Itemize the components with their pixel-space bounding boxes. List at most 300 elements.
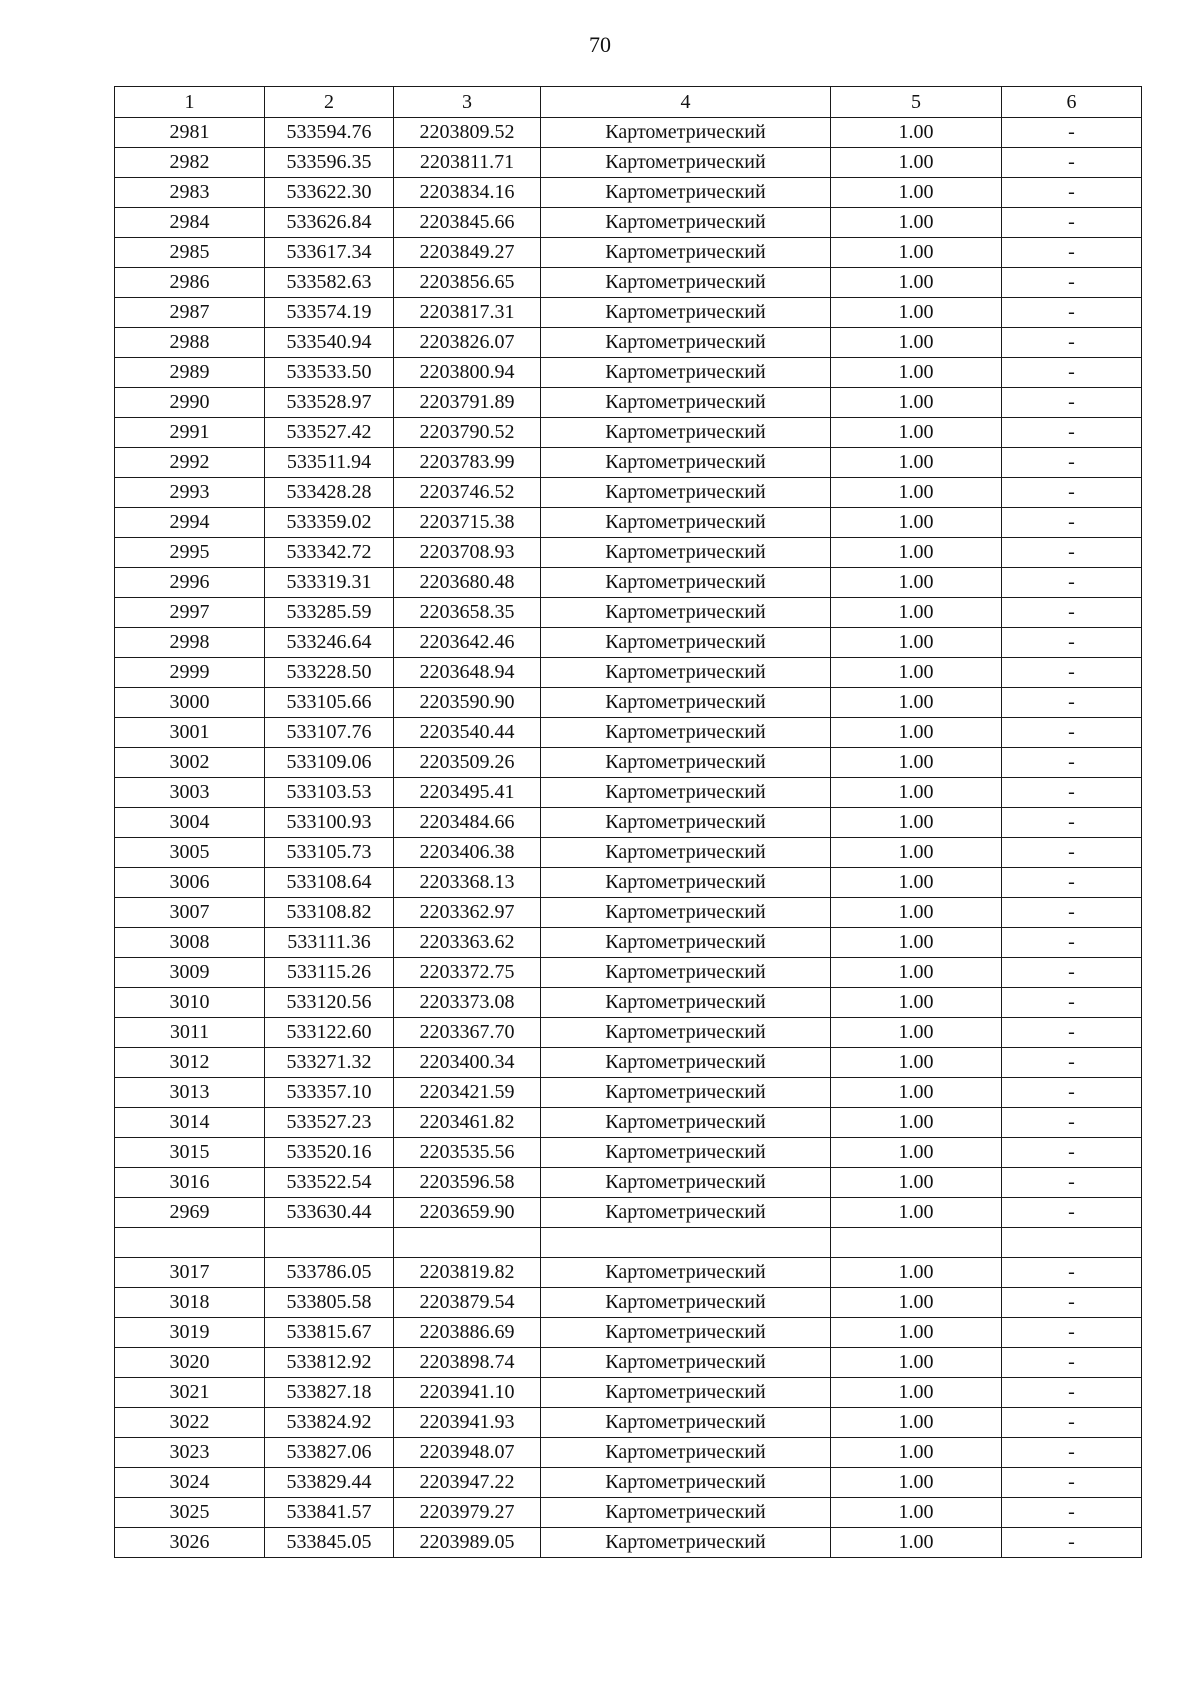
method-cell: Картометрический [541, 748, 831, 778]
table-row [115, 508, 1142, 538]
y-coordinate-cell: 2203461.82 [394, 1108, 541, 1138]
table-row [115, 148, 1142, 178]
table-row [115, 538, 1142, 568]
table-row [115, 598, 1142, 628]
accuracy-cell: 1.00 [831, 118, 1002, 148]
x-coordinate-cell: 533246.64 [265, 628, 394, 658]
y-coordinate-cell: 2203535.56 [394, 1138, 541, 1168]
note-cell: - [1002, 418, 1142, 448]
point-number-cell: 2981 [115, 118, 265, 148]
table-row [115, 1528, 1142, 1558]
y-coordinate-cell: 2203596.58 [394, 1168, 541, 1198]
method-cell: Картометрический [541, 1138, 831, 1168]
y-coordinate-cell: 2203849.27 [394, 238, 541, 268]
point-number-cell: 3019 [115, 1318, 265, 1348]
table-row [115, 568, 1142, 598]
column-header-5: 5 [831, 87, 1002, 118]
accuracy-cell: 1.00 [831, 958, 1002, 988]
note-cell: - [1002, 748, 1142, 778]
method-cell: Картометрический [541, 1168, 831, 1198]
note-cell: - [1002, 118, 1142, 148]
method-cell: Картометрический [541, 298, 831, 328]
accuracy-cell: 1.00 [831, 1168, 1002, 1198]
table-row [115, 1408, 1142, 1438]
x-coordinate-cell: 533428.28 [265, 478, 394, 508]
method-cell: Картометрический [541, 1198, 831, 1228]
column-header-1: 1 [115, 87, 265, 118]
x-coordinate-cell: 533105.73 [265, 838, 394, 868]
note-cell: - [1002, 1498, 1142, 1528]
x-coordinate-cell: 533107.76 [265, 718, 394, 748]
y-coordinate-cell: 2203809.52 [394, 118, 541, 148]
accuracy-cell: 1.00 [831, 568, 1002, 598]
table-row [115, 418, 1142, 448]
method-cell: Картометрический [541, 1108, 831, 1138]
x-coordinate-cell: 533622.30 [265, 178, 394, 208]
method-cell: Картометрический [541, 868, 831, 898]
accuracy-cell: 1.00 [831, 358, 1002, 388]
method-cell: Картометрический [541, 1318, 831, 1348]
column-header-4: 4 [541, 87, 831, 118]
table-row [115, 628, 1142, 658]
point-number-cell: 3013 [115, 1078, 265, 1108]
table-row [115, 1168, 1142, 1198]
y-coordinate-cell: 2203400.34 [394, 1048, 541, 1078]
method-cell: Картометрический [541, 568, 831, 598]
y-coordinate-cell: 2203406.38 [394, 838, 541, 868]
y-coordinate-cell: 2203979.27 [394, 1498, 541, 1528]
method-cell: Картометрический [541, 358, 831, 388]
note-cell: - [1002, 448, 1142, 478]
column-header-2: 2 [265, 87, 394, 118]
note-cell: - [1002, 1378, 1142, 1408]
method-cell: Картометрический [541, 478, 831, 508]
y-coordinate-cell: 2203372.75 [394, 958, 541, 988]
note-cell: - [1002, 1168, 1142, 1198]
point-number-cell: 2997 [115, 598, 265, 628]
point-number-cell: 3007 [115, 898, 265, 928]
note-cell: - [1002, 508, 1142, 538]
point-number-cell: 3011 [115, 1018, 265, 1048]
note-cell: - [1002, 1138, 1142, 1168]
point-number-cell: 3005 [115, 838, 265, 868]
note-cell: - [1002, 538, 1142, 568]
page-number: 70 [589, 32, 611, 57]
x-coordinate-cell: 533824.92 [265, 1408, 394, 1438]
accuracy-cell [831, 1228, 1002, 1258]
accuracy-cell: 1.00 [831, 1048, 1002, 1078]
note-cell: - [1002, 1258, 1142, 1288]
point-number-cell: 3021 [115, 1378, 265, 1408]
y-coordinate-cell: 2203540.44 [394, 718, 541, 748]
y-coordinate-cell: 2203659.90 [394, 1198, 541, 1228]
x-coordinate-cell: 533228.50 [265, 658, 394, 688]
x-coordinate-cell: 533108.82 [265, 898, 394, 928]
x-coordinate-cell: 533100.93 [265, 808, 394, 838]
method-cell: Картометрический [541, 1078, 831, 1108]
table-row [115, 1348, 1142, 1378]
y-coordinate-cell: 2203819.82 [394, 1258, 541, 1288]
point-number-cell: 2994 [115, 508, 265, 538]
accuracy-cell: 1.00 [831, 868, 1002, 898]
accuracy-cell: 1.00 [831, 148, 1002, 178]
table-row [115, 1198, 1142, 1228]
note-cell: - [1002, 898, 1142, 928]
accuracy-cell: 1.00 [831, 328, 1002, 358]
point-number-cell: 2969 [115, 1198, 265, 1228]
x-coordinate-cell: 533827.06 [265, 1438, 394, 1468]
x-coordinate-cell: 533815.67 [265, 1318, 394, 1348]
point-number-cell: 2987 [115, 298, 265, 328]
y-coordinate-cell: 2203362.97 [394, 898, 541, 928]
accuracy-cell: 1.00 [831, 478, 1002, 508]
table-row [115, 868, 1142, 898]
method-cell: Картометрический [541, 148, 831, 178]
table-row [115, 1018, 1142, 1048]
x-coordinate-cell: 533359.02 [265, 508, 394, 538]
note-cell: - [1002, 778, 1142, 808]
accuracy-cell: 1.00 [831, 1408, 1002, 1438]
point-number-cell: 3022 [115, 1408, 265, 1438]
y-coordinate-cell: 2203590.90 [394, 688, 541, 718]
x-coordinate-cell: 533574.19 [265, 298, 394, 328]
accuracy-cell: 1.00 [831, 598, 1002, 628]
accuracy-cell: 1.00 [831, 538, 1002, 568]
y-coordinate-cell: 2203886.69 [394, 1318, 541, 1348]
method-cell: Картометрический [541, 1258, 831, 1288]
table-row [115, 1138, 1142, 1168]
x-coordinate-cell: 533786.05 [265, 1258, 394, 1288]
table-row [115, 1378, 1142, 1408]
table-row [115, 1288, 1142, 1318]
point-number-cell: 2982 [115, 148, 265, 178]
point-number-cell: 2992 [115, 448, 265, 478]
method-cell: Картометрический [541, 1018, 831, 1048]
note-cell: - [1002, 838, 1142, 868]
note-cell: - [1002, 208, 1142, 238]
method-cell: Картометрический [541, 238, 831, 268]
note-cell: - [1002, 1018, 1142, 1048]
accuracy-cell: 1.00 [831, 1138, 1002, 1168]
accuracy-cell: 1.00 [831, 928, 1002, 958]
point-number-cell: 2993 [115, 478, 265, 508]
method-cell: Картометрический [541, 1468, 831, 1498]
method-cell: Картометрический [541, 1348, 831, 1378]
y-coordinate-cell: 2203363.62 [394, 928, 541, 958]
header-row [115, 87, 1142, 118]
x-coordinate-cell: 533841.57 [265, 1498, 394, 1528]
accuracy-cell: 1.00 [831, 1288, 1002, 1318]
table-row [115, 898, 1142, 928]
point-number-cell: 2986 [115, 268, 265, 298]
y-coordinate-cell: 2203658.35 [394, 598, 541, 628]
method-cell: Картометрический [541, 448, 831, 478]
x-coordinate-cell: 533522.54 [265, 1168, 394, 1198]
table-row [115, 688, 1142, 718]
x-coordinate-cell: 533105.66 [265, 688, 394, 718]
x-coordinate-cell: 533111.36 [265, 928, 394, 958]
accuracy-cell: 1.00 [831, 898, 1002, 928]
x-coordinate-cell: 533122.60 [265, 1018, 394, 1048]
accuracy-cell: 1.00 [831, 268, 1002, 298]
table-row [115, 1258, 1142, 1288]
y-coordinate-cell: 2203484.66 [394, 808, 541, 838]
note-cell: - [1002, 298, 1142, 328]
method-cell: Картометрический [541, 808, 831, 838]
note-cell: - [1002, 268, 1142, 298]
point-number-cell: 2998 [115, 628, 265, 658]
note-cell: - [1002, 1108, 1142, 1138]
table-row [115, 1318, 1142, 1348]
table-row [115, 1468, 1142, 1498]
point-number-cell: 3023 [115, 1438, 265, 1468]
column-header-3: 3 [394, 87, 541, 118]
y-coordinate-cell: 2203989.05 [394, 1528, 541, 1558]
table-row [115, 448, 1142, 478]
note-cell: - [1002, 238, 1142, 268]
x-coordinate-cell: 533626.84 [265, 208, 394, 238]
coordinates-table [114, 86, 1142, 1558]
point-number-cell: 3024 [115, 1468, 265, 1498]
method-cell: Картометрический [541, 718, 831, 748]
method-cell: Картометрический [541, 958, 831, 988]
method-cell: Картометрический [541, 628, 831, 658]
accuracy-cell: 1.00 [831, 778, 1002, 808]
accuracy-cell: 1.00 [831, 808, 1002, 838]
x-coordinate-cell: 533342.72 [265, 538, 394, 568]
y-coordinate-cell: 2203367.70 [394, 1018, 541, 1048]
table-body [115, 118, 1142, 1558]
note-cell: - [1002, 1078, 1142, 1108]
table-row [115, 238, 1142, 268]
point-number-cell: 3009 [115, 958, 265, 988]
x-coordinate-cell: 533528.97 [265, 388, 394, 418]
note-cell: - [1002, 628, 1142, 658]
accuracy-cell: 1.00 [831, 418, 1002, 448]
point-number-cell: 3012 [115, 1048, 265, 1078]
y-coordinate-cell: 2203373.08 [394, 988, 541, 1018]
accuracy-cell: 1.00 [831, 1198, 1002, 1228]
note-cell: - [1002, 928, 1142, 958]
x-coordinate-cell: 533630.44 [265, 1198, 394, 1228]
accuracy-cell: 1.00 [831, 448, 1002, 478]
table-row [115, 268, 1142, 298]
y-coordinate-cell: 2203947.22 [394, 1468, 541, 1498]
note-cell: - [1002, 328, 1142, 358]
note-cell: - [1002, 1528, 1142, 1558]
point-number-cell: 3010 [115, 988, 265, 1018]
note-cell: - [1002, 1438, 1142, 1468]
table-row [115, 178, 1142, 208]
table-row [115, 1048, 1142, 1078]
accuracy-cell: 1.00 [831, 1318, 1002, 1348]
note-cell: - [1002, 808, 1142, 838]
y-coordinate-cell: 2203783.99 [394, 448, 541, 478]
accuracy-cell: 1.00 [831, 628, 1002, 658]
method-cell: Картометрический [541, 118, 831, 148]
method-cell: Картометрический [541, 1438, 831, 1468]
point-number-cell: 3000 [115, 688, 265, 718]
x-coordinate-cell: 533271.32 [265, 1048, 394, 1078]
note-cell: - [1002, 1468, 1142, 1498]
y-coordinate-cell: 2203800.94 [394, 358, 541, 388]
x-coordinate-cell: 533520.16 [265, 1138, 394, 1168]
accuracy-cell: 1.00 [831, 1078, 1002, 1108]
method-cell: Картометрический [541, 178, 831, 208]
y-coordinate-cell: 2203845.66 [394, 208, 541, 238]
y-coordinate-cell: 2203856.65 [394, 268, 541, 298]
accuracy-cell: 1.00 [831, 748, 1002, 778]
accuracy-cell: 1.00 [831, 1438, 1002, 1468]
x-coordinate-cell: 533103.53 [265, 778, 394, 808]
method-cell: Картометрический [541, 388, 831, 418]
method-cell: Картометрический [541, 1378, 831, 1408]
y-coordinate-cell [394, 1228, 541, 1258]
x-coordinate-cell: 533829.44 [265, 1468, 394, 1498]
method-cell: Картометрический [541, 268, 831, 298]
note-cell: - [1002, 1348, 1142, 1378]
note-cell: - [1002, 1288, 1142, 1318]
note-cell: - [1002, 598, 1142, 628]
accuracy-cell: 1.00 [831, 238, 1002, 268]
table-row [115, 778, 1142, 808]
point-number-cell: 2999 [115, 658, 265, 688]
accuracy-cell: 1.00 [831, 1468, 1002, 1498]
method-cell: Картометрический [541, 1288, 831, 1318]
point-number-cell: 2984 [115, 208, 265, 238]
x-coordinate-cell: 533596.35 [265, 148, 394, 178]
note-cell: - [1002, 478, 1142, 508]
table-row [115, 478, 1142, 508]
note-cell: - [1002, 688, 1142, 718]
method-cell: Картометрический [541, 838, 831, 868]
note-cell: - [1002, 358, 1142, 388]
note-cell: - [1002, 1408, 1142, 1438]
table-row [115, 208, 1142, 238]
y-coordinate-cell: 2203648.94 [394, 658, 541, 688]
method-cell: Картометрический [541, 208, 831, 238]
point-number-cell: 2989 [115, 358, 265, 388]
x-coordinate-cell: 533115.26 [265, 958, 394, 988]
accuracy-cell: 1.00 [831, 1348, 1002, 1378]
note-cell: - [1002, 658, 1142, 688]
table-row [115, 388, 1142, 418]
note-cell: - [1002, 1318, 1142, 1348]
accuracy-cell: 1.00 [831, 988, 1002, 1018]
accuracy-cell: 1.00 [831, 658, 1002, 688]
accuracy-cell: 1.00 [831, 1258, 1002, 1288]
y-coordinate-cell: 2203368.13 [394, 868, 541, 898]
x-coordinate-cell: 533285.59 [265, 598, 394, 628]
point-number-cell: 3006 [115, 868, 265, 898]
method-cell: Картометрический [541, 418, 831, 448]
blank-separator-row [115, 1228, 1142, 1258]
y-coordinate-cell: 2203941.10 [394, 1378, 541, 1408]
note-cell [1002, 1228, 1142, 1258]
method-cell: Картометрический [541, 538, 831, 568]
table-header [115, 87, 1142, 118]
method-cell: Картометрический [541, 508, 831, 538]
y-coordinate-cell: 2203941.93 [394, 1408, 541, 1438]
x-coordinate-cell: 533108.64 [265, 868, 394, 898]
y-coordinate-cell: 2203791.89 [394, 388, 541, 418]
y-coordinate-cell: 2203817.31 [394, 298, 541, 328]
table-row [115, 748, 1142, 778]
accuracy-cell: 1.00 [831, 178, 1002, 208]
x-coordinate-cell: 533527.42 [265, 418, 394, 448]
point-number-cell: 2985 [115, 238, 265, 268]
table-row [115, 1108, 1142, 1138]
y-coordinate-cell: 2203898.74 [394, 1348, 541, 1378]
table-row [115, 808, 1142, 838]
point-number-cell: 3020 [115, 1348, 265, 1378]
method-cell: Картометрический [541, 688, 831, 718]
y-coordinate-cell: 2203708.93 [394, 538, 541, 568]
point-number-cell: 2988 [115, 328, 265, 358]
note-cell: - [1002, 1048, 1142, 1078]
method-cell: Картометрический [541, 988, 831, 1018]
y-coordinate-cell: 2203642.46 [394, 628, 541, 658]
table-row [115, 1078, 1142, 1108]
method-cell: Картометрический [541, 1408, 831, 1438]
x-coordinate-cell: 533617.34 [265, 238, 394, 268]
y-coordinate-cell: 2203746.52 [394, 478, 541, 508]
y-coordinate-cell: 2203421.59 [394, 1078, 541, 1108]
table-row [115, 358, 1142, 388]
x-coordinate-cell: 533533.50 [265, 358, 394, 388]
note-cell: - [1002, 1198, 1142, 1228]
point-number-cell: 2990 [115, 388, 265, 418]
note-cell: - [1002, 388, 1142, 418]
table-row [115, 838, 1142, 868]
method-cell: Картометрический [541, 328, 831, 358]
note-cell: - [1002, 988, 1142, 1018]
accuracy-cell: 1.00 [831, 208, 1002, 238]
x-coordinate-cell: 533319.31 [265, 568, 394, 598]
point-number-cell [115, 1228, 265, 1258]
accuracy-cell: 1.00 [831, 718, 1002, 748]
method-cell: Картометрический [541, 1528, 831, 1558]
note-cell: - [1002, 958, 1142, 988]
point-number-cell: 3016 [115, 1168, 265, 1198]
x-coordinate-cell: 533109.06 [265, 748, 394, 778]
x-coordinate-cell [265, 1228, 394, 1258]
x-coordinate-cell: 533527.23 [265, 1108, 394, 1138]
note-cell: - [1002, 148, 1142, 178]
note-cell: - [1002, 868, 1142, 898]
y-coordinate-cell: 2203790.52 [394, 418, 541, 448]
table-row [115, 658, 1142, 688]
accuracy-cell: 1.00 [831, 1018, 1002, 1048]
point-number-cell: 3018 [115, 1288, 265, 1318]
column-header-6: 6 [1002, 87, 1142, 118]
table-row [115, 118, 1142, 148]
x-coordinate-cell: 533594.76 [265, 118, 394, 148]
x-coordinate-cell: 533540.94 [265, 328, 394, 358]
x-coordinate-cell: 533827.18 [265, 1378, 394, 1408]
point-number-cell: 3015 [115, 1138, 265, 1168]
y-coordinate-cell: 2203509.26 [394, 748, 541, 778]
table-row [115, 298, 1142, 328]
x-coordinate-cell: 533120.56 [265, 988, 394, 1018]
y-coordinate-cell: 2203834.16 [394, 178, 541, 208]
y-coordinate-cell: 2203715.38 [394, 508, 541, 538]
y-coordinate-cell: 2203948.07 [394, 1438, 541, 1468]
point-number-cell: 3002 [115, 748, 265, 778]
x-coordinate-cell: 533812.92 [265, 1348, 394, 1378]
x-coordinate-cell: 533582.63 [265, 268, 394, 298]
accuracy-cell: 1.00 [831, 1378, 1002, 1408]
